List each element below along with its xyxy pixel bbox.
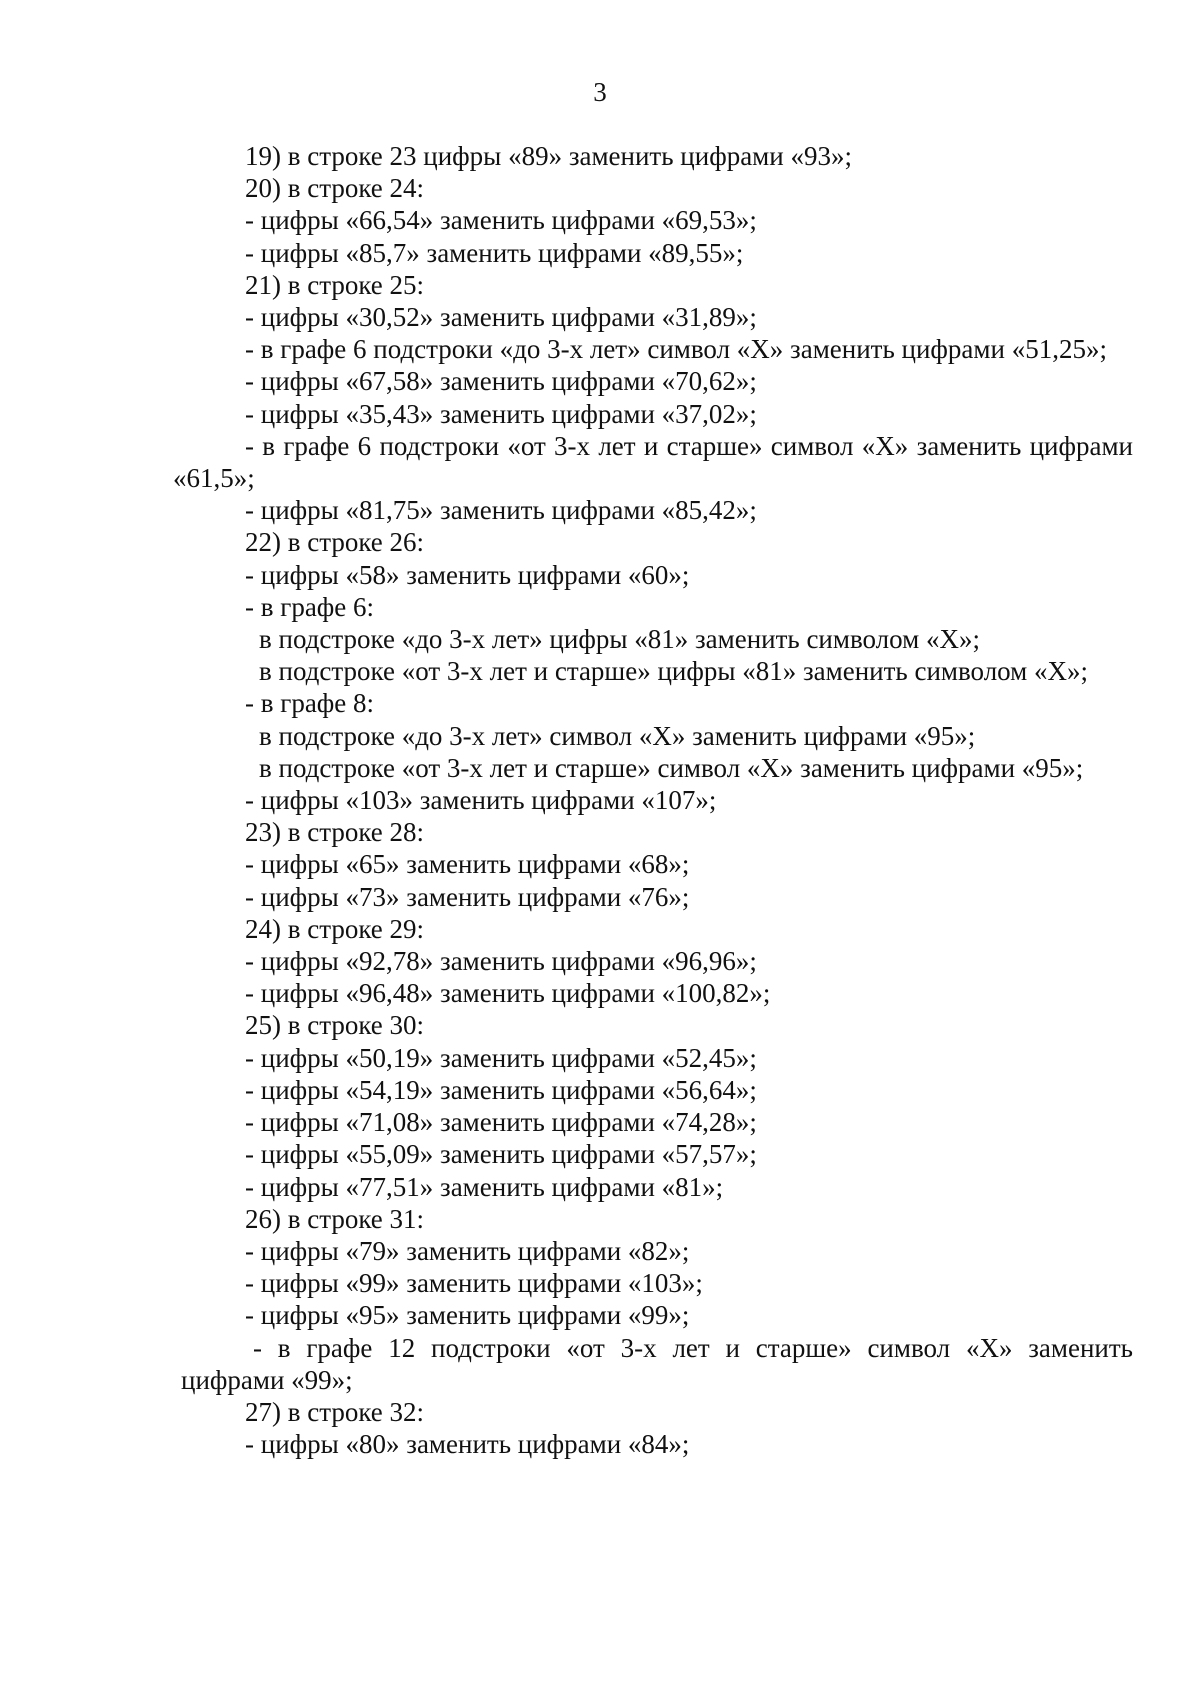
list-item: 25) в строке 30: — [245, 1010, 425, 1041]
list-item: - цифры «58» заменить цифрами «60»; — [245, 559, 690, 590]
list-item: в подстроке «от 3-х лет и старше» символ «X» заменить цифрами «95»; — [259, 752, 1084, 783]
list-item: - цифры «80» заменить цифрами «84»; — [245, 1429, 690, 1460]
list-item: - в графе 6 подстроки «от 3-х лет и старше» символ «X» заменить цифрами «61,5»; — [173, 430, 1133, 494]
list-item: 24) в строке 29: — [245, 913, 425, 944]
list-item: 21) в строке 25: — [245, 269, 425, 300]
list-item: 23) в строке 28: — [245, 817, 425, 848]
list-item: 27) в строке 32: — [245, 1396, 425, 1427]
list-item: - цифры «81,75» заменить цифрами «85,42»; — [245, 495, 757, 526]
list-item: - в графе 12 подстроки «от 3-х лет и старше» символ «X» заменить цифрами «99»; — [181, 1332, 1133, 1395]
list-item: 22) в строке 26: — [245, 527, 425, 558]
list-item: в подстроке «от 3-х лет и старше» цифры «81» заменить символом «X»; — [259, 656, 1088, 687]
list-item: - цифры «66,54» заменить цифрами «69,53»; — [245, 205, 757, 236]
list-item: - цифры «35,43» заменить цифрами «37,02»; — [245, 398, 757, 429]
list-item: - в графе 6: — [245, 591, 375, 622]
list-item: - цифры «95» заменить цифрами «99»; — [245, 1300, 690, 1331]
list-item: - цифры «65» заменить цифрами «68»; — [245, 849, 690, 880]
list-item: - цифры «67,58» заменить цифрами «70,62»; — [245, 366, 757, 397]
list-item: - цифры «99» заменить цифрами «103»; — [245, 1268, 703, 1299]
list-item: - цифры «92,78» заменить цифрами «96,96»; — [245, 946, 757, 977]
list-item: - цифры «50,19» заменить цифрами «52,45»; — [245, 1042, 757, 1073]
list-item: - цифры «85,7» заменить цифрами «89,55»; — [245, 237, 744, 268]
list-item: - цифры «73» заменить цифрами «76»; — [245, 881, 690, 912]
list-item: - цифры «55,09» заменить цифрами «57,57»; — [245, 1139, 757, 1170]
list-item: - цифры «77,51» заменить цифрами «81»; — [245, 1171, 724, 1202]
list-item: - в графе 8: — [245, 688, 375, 719]
list-item: - цифры «30,52» заменить цифрами «31,89»; — [245, 302, 757, 333]
document-body — [173, 140, 1133, 1460]
list-item: 20) в строке 24: — [245, 173, 425, 204]
list-item: - цифры «54,19» заменить цифрами «56,64»; — [245, 1074, 757, 1105]
page-number: 3 — [593, 77, 607, 107]
list-item: - цифры «71,08» заменить цифрами «74,28»; — [245, 1107, 757, 1138]
list-item: в подстроке «до 3-х лет» символ «X» заменить цифрами «95»; — [259, 720, 976, 751]
list-item: - цифры «79» заменить цифрами «82»; — [245, 1235, 690, 1266]
list-item: 26) в строке 31: — [245, 1203, 425, 1234]
list-item: 19) в строке 23 цифры «89» заменить цифрами «93»; — [245, 141, 852, 171]
list-item: - цифры «103» заменить цифрами «107»; — [245, 785, 717, 816]
list-item: - в графе 6 подстроки «до 3-х лет» символ «X» заменить цифрами «51,25»; — [245, 334, 1107, 365]
list-item: - цифры «96,48» заменить цифрами «100,82»; — [245, 978, 771, 1009]
list-item: в подстроке «до 3-х лет» цифры «81» заменить символом «X»; — [259, 624, 980, 655]
